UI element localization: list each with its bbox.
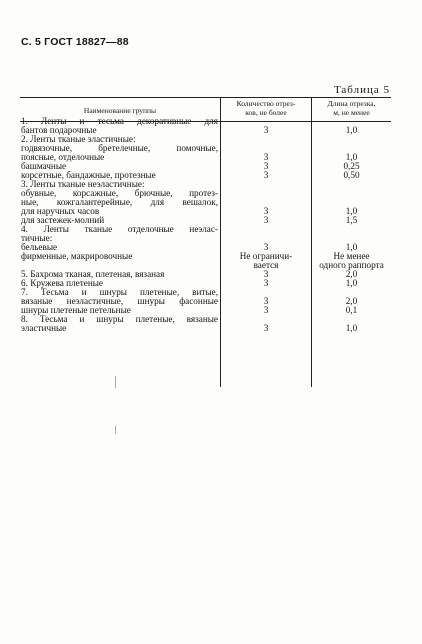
table-row-name: ные, кожгалантерейные, для вешалок, bbox=[21, 197, 218, 207]
table-row-length: одного раппорта bbox=[319, 260, 384, 270]
table-row-name: 6. Кружева плетеные bbox=[21, 278, 103, 288]
table-row-length: Не менее bbox=[333, 251, 370, 261]
table-top-rule bbox=[20, 97, 391, 98]
table-row-name: обувные, корсажные, брючные, протез- bbox=[21, 188, 218, 198]
table-row-length: 0,50 bbox=[343, 170, 360, 180]
table-row-name: башмачные bbox=[21, 161, 67, 171]
table-row-length: 1,0 bbox=[345, 152, 358, 162]
column-header-length bbox=[312, 99, 391, 117]
table-row-qty: Не ограничи- bbox=[239, 251, 293, 261]
table-row-name: бельевые bbox=[21, 242, 58, 252]
table-row-name: поясные, отделочные bbox=[21, 152, 105, 162]
table-row-length: 0,1 bbox=[345, 305, 358, 315]
table-row-name: 5. Бахрома тканая, плетеная, вязаная bbox=[21, 269, 165, 279]
table-row-name: 2. Ленты тканые эластичные: bbox=[21, 134, 136, 144]
table-row-name: эластичные bbox=[21, 323, 67, 333]
table-row-name: 4. Ленты тканые отделочные неэлас- bbox=[21, 224, 218, 234]
table-row-qty bbox=[221, 225, 311, 234]
table-row-name: фирменные, макрировочные bbox=[21, 251, 133, 261]
table-row-qty: 3 bbox=[263, 215, 269, 225]
table-row-name: 3. Ленты тканые неэластичные: bbox=[21, 179, 145, 189]
length-column bbox=[312, 117, 391, 333]
column-header-length-line: м, не менее bbox=[333, 108, 370, 117]
table-row-name: для наручных часов bbox=[21, 206, 100, 216]
table-row-qty: 3 bbox=[263, 323, 269, 333]
page-mark bbox=[115, 426, 116, 434]
table-row-name: 1. Ленты и тесьма декоративные для bbox=[21, 116, 218, 126]
table-row-qty: 3 bbox=[263, 278, 269, 288]
column-header-qty-line: Количество отрез- bbox=[236, 99, 296, 108]
group-name-column bbox=[21, 117, 218, 333]
table-row-qty bbox=[221, 135, 311, 144]
table-row-qty: 3 bbox=[263, 296, 269, 306]
table-row-qty: 3 bbox=[263, 125, 269, 135]
table-row-qty: 3 bbox=[263, 152, 269, 162]
table-row-qty: 3 bbox=[263, 206, 269, 216]
page-header: С. 5 ГОСТ 18827—88 bbox=[21, 36, 129, 48]
table-row-length bbox=[312, 225, 391, 234]
table-row-qty bbox=[221, 189, 311, 198]
table-row-length bbox=[312, 135, 391, 144]
table-row-name: бантов подарочные bbox=[21, 125, 97, 135]
table-label: Таблица 5 bbox=[333, 84, 390, 96]
column-header-qty-line: ков, не более bbox=[245, 108, 287, 117]
table-row-qty: 3 bbox=[263, 170, 269, 180]
column-header-length-line: Длина отрезка, bbox=[327, 99, 376, 108]
table-row-name: 8. Тесьма и шнуры плетеные, вязаные bbox=[21, 314, 218, 324]
table-row-length: 1,0 bbox=[345, 242, 358, 252]
column-header-name: Наименование группы bbox=[83, 106, 157, 115]
table-row-length: 1,0 bbox=[345, 125, 358, 135]
column-header-qty bbox=[221, 99, 311, 117]
table-row-name: вязаные неэластичные, шнуры фасонные bbox=[21, 296, 218, 306]
page-mark bbox=[115, 376, 116, 388]
table-row-length: 1,5 bbox=[345, 215, 358, 225]
table-row-qty: 3 bbox=[263, 269, 269, 279]
table-row-qty: вается bbox=[253, 260, 279, 270]
table-row-qty: 3 bbox=[263, 161, 269, 171]
table-row-qty: 3 bbox=[263, 305, 269, 315]
table-row-name: шнуры плетеные петельные bbox=[21, 305, 131, 315]
table-row-name: для застежек-молний bbox=[21, 215, 105, 225]
table-row-name: 7. Тесьма и шнуры плетеные, витые, bbox=[21, 287, 218, 297]
table-row-length: 2,0 bbox=[345, 269, 358, 279]
table-row-length: 1,0 bbox=[345, 323, 358, 333]
table-row-name: корсетные, бандажные, протезные bbox=[21, 170, 156, 180]
quantity-column bbox=[221, 117, 311, 333]
table-row-length bbox=[312, 180, 391, 189]
table-row-length: 2,0 bbox=[345, 296, 358, 306]
table-row-length: 0,25 bbox=[343, 161, 360, 171]
table-row-qty bbox=[221, 180, 311, 189]
table-row-length bbox=[312, 189, 391, 198]
table-row-name: тичные: bbox=[21, 233, 53, 243]
table-row-name: годвязочные, бретелечные, помочные, bbox=[21, 143, 218, 153]
table-row-length: 1,0 bbox=[345, 278, 358, 288]
table-row-qty: 3 bbox=[263, 242, 269, 252]
table-row-length: 1,0 bbox=[345, 206, 358, 216]
